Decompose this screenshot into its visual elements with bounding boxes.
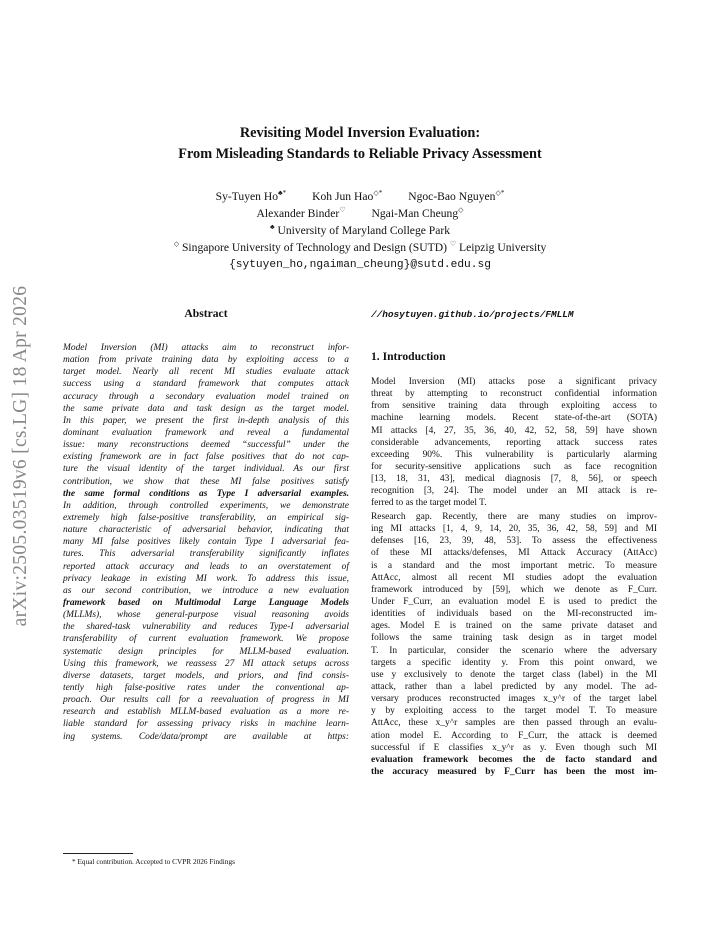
- affiliation-mark: ♣: [269, 223, 275, 232]
- gap-line: framework introduced by [59], which we denote as F_Curr.: [371, 584, 657, 595]
- affiliation-mark: ♡: [449, 240, 457, 249]
- author-name: Sy-Tuyen Ho: [215, 190, 279, 203]
- paper-title-line-2: From Misleading Standards to Reliable Privacy Assessment: [178, 146, 542, 162]
- abstract-line: dominant evaluation framework and reveal a fundamental: [63, 427, 349, 438]
- affiliation-line-2: [0, 240, 720, 256]
- author-name: Ngoc-Bao Nguyen: [408, 190, 496, 203]
- abstract-line: reported attack accuracy and leads to an overstatement of: [63, 561, 349, 572]
- abstract-line: transferability of current evaluation framework. We propose: [63, 634, 349, 645]
- author-name: Ngai-Man Cheung: [371, 207, 459, 220]
- affiliation-line-1: [0, 223, 720, 239]
- abstract-line: tures. This adversarial transferability significantly inflates: [63, 549, 349, 560]
- abstract-line: many MI false positives likely contain Type I adversarial fea-: [63, 537, 349, 548]
- gap-line: ages. Model E is trained on the same private dataset and: [371, 621, 657, 632]
- abstract-line: accuracy through a secondary evaluation model trained on: [63, 391, 349, 402]
- affiliation-mark: ◇*: [373, 189, 383, 198]
- abstract-line: liable standard for assessing privacy risks in machine learn-: [63, 719, 349, 730]
- gap-line: defenses [16, 23, 39, 48, 53]. To assess the effectiveness: [371, 536, 657, 547]
- abstract-line-bold: (MLLMs), whose general-purpose visual reasoning avoids: [63, 610, 349, 621]
- gap-line: successful if E classifies x_y^r as y. Even though such MI: [371, 742, 657, 753]
- arxiv-identifier: arXiv:2505.03519v6 [cs.LG] 18 Apr 2026: [10, 285, 31, 627]
- gap-line: is a standard and the most important metric. To measure: [371, 560, 657, 571]
- abstract-line: ing systems. Code/data/prompt are available at https:: [63, 731, 349, 742]
- affiliation-mark: ◇: [173, 240, 180, 249]
- abstract-line: the shared-task vulnerability and reduces Type-I adversarial: [63, 622, 349, 633]
- gap-line: Under F_Curr, an evaluation model E is used to predict the: [371, 596, 657, 607]
- abstract-line-bold: framework based on Multimodal Large Language Models: [63, 597, 349, 608]
- abstract-heading: Abstract: [184, 307, 228, 320]
- gap-line: ing MI attacks [1, 4, 9, 14, 20, 35, 36, 42, 58, 59] and MI: [371, 524, 657, 535]
- introduction-body: [371, 376, 657, 510]
- abstract-line-bold: the same formal conditions as Type I adversarial examples.: [63, 488, 349, 499]
- gap-line: identities of individuals based on the MI-reconstructed im-: [371, 609, 657, 620]
- author-emails: {sytuyen_ho,ngaiman_cheung}@sutd.edu.sg: [229, 259, 491, 271]
- abstract-line: proach. Our results call for a reevaluation of progress in MI: [63, 695, 349, 706]
- abstract-line: success using a standard framework that computes attack: [63, 379, 349, 390]
- abstract-line: diverse datasets, target models, and priors, and find consis-: [63, 670, 349, 681]
- gap-line: AttAcc, these x_y^r samples are then passed through an evalu-: [371, 718, 657, 729]
- abstract-line: Model Inversion (MI) attacks aim to reconstruct infor-: [63, 343, 349, 353]
- affiliation: Singapore University of Technology and Design (SUTD): [181, 241, 447, 254]
- footnote: * Equal contribution. Accepted to CVPR 2026 Findings: [72, 857, 235, 866]
- paper-title-line-1: Revisiting Model Inversion Evaluation:: [239, 125, 481, 141]
- gap-line: the accuracy measured by F_Curr has been the most im-: [371, 766, 657, 777]
- intro-line: [13, 18, 31, 43], medical diagnosis [7, 8, 56], or speech: [371, 474, 657, 485]
- abstract-line: the same private data and task design as the target model.: [63, 403, 349, 414]
- abstract-line: existing framework are in fact false positives that do not cap-: [63, 452, 349, 463]
- gap-line: evaluation framework becomes the de facto standard and: [371, 754, 657, 765]
- abstract-line: target model. Nearly all recent MI studies evaluate attack: [63, 367, 349, 378]
- gap-line: Research gap. Recently, there are many studies on improv-: [371, 512, 657, 522]
- affiliation: Leipzig University: [459, 241, 547, 254]
- gap-line: T. In particular, consider the scenario where the adversary: [371, 645, 657, 656]
- affiliation-mark: ♣*: [278, 189, 287, 198]
- abstract-line: mation from private training data by exploiting access to a: [63, 355, 349, 366]
- abstract-line: In addition, through controlled experiments, we demonstrate: [63, 500, 349, 511]
- abstract-line-bold: contribution, we show that these MI false positives satisfy: [63, 476, 349, 487]
- abstract-line: research and establish MLLM-based evaluation as a more re-: [63, 707, 349, 718]
- affiliation-mark: ♡: [339, 206, 346, 215]
- research-gap-body: [371, 511, 657, 778]
- intro-line: Model Inversion (MI) attacks pose a significant privacy: [371, 377, 657, 387]
- abstract-line: extremely high false-positive transferability, an empirical sig-: [63, 512, 349, 523]
- gap-line: y by exploiting access to the target model T. To measure: [371, 706, 657, 717]
- abstract-line: issue: many reconstructions deemed “successful” under the: [63, 440, 349, 451]
- project-url[interactable]: //hosytuyen.github.io/projects/FMLLM: [371, 309, 574, 320]
- author-line-2: [0, 206, 720, 222]
- abstract-line: as our second contribution, we introduce a new evaluation: [63, 585, 349, 596]
- intro-line: MI attacks [4, 27, 35, 36, 40, 42, 52, 58, 59] have shown: [371, 425, 657, 436]
- abstract-line: In this paper, we present the first in-depth analysis of this: [63, 415, 349, 426]
- abstract-line: privacy leakage in existing MI work. To address this issue,: [63, 573, 349, 584]
- gap-line: ation model E. According to F_Curr, the attack is deemed: [371, 730, 657, 741]
- intro-line: ferred to as the target model T.: [371, 498, 487, 509]
- gap-line: follows the same training task design as in target model: [371, 633, 657, 644]
- gap-line: of these MI attacks/defenses, MI Attack Accuracy (AttAcc): [371, 548, 657, 559]
- intro-line: from sensitive training data through exploiting access to: [371, 401, 657, 412]
- intro-line: threat by attempting to reconstruct confidential information: [371, 389, 657, 400]
- author-name: Alexander Binder: [256, 207, 340, 220]
- abstract-line: nature characteristic of adversarial behavior, indicating that: [63, 525, 349, 536]
- intro-line: machine learning models. Recent state-of-the-art (SOTA): [371, 413, 657, 424]
- footnote-rule: [63, 853, 133, 854]
- abstract-line: Using this framework, we reassess 27 MI attack setups across: [63, 658, 349, 669]
- abstract-line: ture the visual identity of the target individual. As our first: [63, 464, 349, 475]
- gap-line: use y exclusively to denote the target class (label) in the MI: [371, 669, 657, 680]
- introduction-heading: 1. Introduction: [371, 350, 446, 363]
- author-name: Koh Jun Hao: [312, 190, 374, 203]
- author-line-1: [0, 189, 720, 205]
- abstract-body: [63, 342, 349, 743]
- intro-line: considerable advancements, reporting attack success rates: [371, 437, 657, 448]
- intro-line: for security-sensitive applications such as face recognition: [371, 461, 657, 472]
- affiliation: University of Maryland College Park: [277, 224, 451, 237]
- gap-line: targets a specific identity y. From this point onward, we: [371, 657, 657, 668]
- intro-line: recognition [3, 24]. The model under an MI attack is re-: [371, 486, 657, 497]
- gap-line: versary produces reconstructed images x_y^r of the target label: [371, 694, 657, 705]
- gap-line: AttAcc, almost all recent MI studies adopt the evaluation: [371, 572, 657, 583]
- abstract-line: tently high false-positive rates under the conventional ap-: [63, 682, 349, 693]
- affiliation-mark: ◇: [458, 206, 464, 215]
- abstract-line: systematic design principles for MLLM-based evaluation.: [63, 646, 349, 657]
- affiliation-mark: ◇*: [495, 189, 505, 198]
- gap-line: attack, rather than a label predicted by any model. The ad-: [371, 681, 657, 692]
- intro-line: exceeding 90%. This vulnerability is particularly alarming: [371, 449, 657, 460]
